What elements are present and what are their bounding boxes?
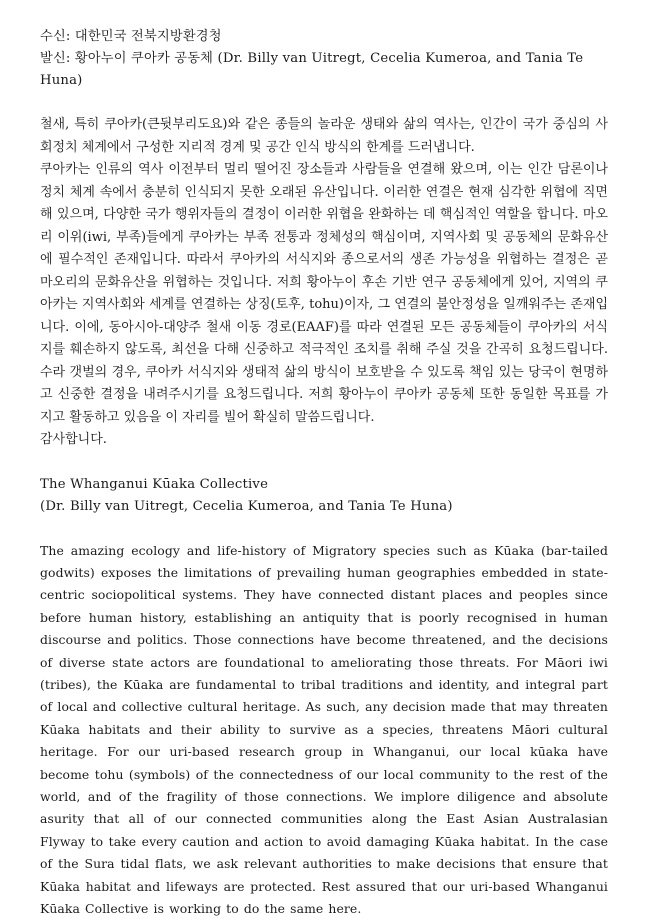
korean-closing: 감사합니다. bbox=[40, 432, 107, 447]
english-body-paragraph: The amazing ecology and life-history of Migratory species such as Kūaka (bar-tailed godwits) exposes the limitations of prevailing human geographies embedded in state-centric sociopolitical systems. They have connected distant places and peoples since before human history, establishing an antiquity that is poorly recognised in human discourse and politics. Those connections have become threatened, and the decisions of diverse state actors are foundational to ameliorating those threats. For Māori iwi (tribes), the Kūaka are fundamental to tribal traditions and identity, and integral part of local and collective cultural heritage. As such, any decision made that may threaten Kūaka habitats and their ability to survive as a species, threatens Māori cultural heritage. For our uri-based research group in Whanganui, our local kūaka have become tohu (symbols) of the connectedness of our local community to the rest of the world, and of the fragility of those connections. We implore diligence and absolute asurity that all of our connected communities along the East Asian Australasian Flyway to take every caution and action to avoid damaging Kūaka habitat. In the case of the Sura tidal flats, we ask relevant authorities to make decisions that ensure that Kūaka habitat and lifeways are protected. Rest assured that our uri-based Whanganui Kūaka Collective is working to do the same here. bbox=[40, 542, 608, 916]
recipient-line: 수신: 대한민국 전북지방환경청 bbox=[40, 29, 222, 44]
english-org-name: The Whanganui Kūaka Collective bbox=[40, 476, 269, 492]
korean-paragraph-1: 철새, 특히 쿠아카(큰뒷부리도요)와 같은 종들의 놀라운 생태와 삶의 역사는, 인간이 국가 중심의 사회정치 체계에서 구성한 지리적 경계 및 공간 인식 방식의 한계를 드러냅니다. bbox=[40, 117, 608, 155]
english-members: (Dr. Billy van Uitregt, Cecelia Kumeroa, and Tania Te Huna) bbox=[40, 498, 453, 514]
korean-paragraph-2: 쿠아카는 인류의 역사 이전부터 멀리 떨어진 장소들과 사람들을 연결해 왔으며, 이는 인간 담론이나 정치 체계 속에서 충분히 인식되지 못한 오래된 유산입니다. 이러한 연결은 현재 심각한 위협에 직면해 있으며, 다양한 국가 행위자들의 결정이 이러한 위협을 완화하는 데 핵심적인 역할을 합니다. 마오리 이위(iwi, 부족)들에게 쿠아카는 부족 전통과 정체성의 핵심이며, 지역사회 및 공동체의 문화유산에 필수적인 존재입니다. 따라서 쿠아카의 서식지와 종으로서의 생존 가능성을 위협하는 결정은 곧 마오리의 문화유산을 위협하는 것입니다. 저희 황아누이 후손 기반 연구 공동체에게 있어, 지역의 쿠아카는 지역사회와 세계를 연결하는 상징(토후, tohu)이자, 그 연결의 불안정성을 일깨워주는 존재입니다. 이에, 동아시아-대양주 철새 이동 경로(EAAF)를 따라 연결된 모든 공동체들이 쿠아카의 서식지를 훼손하지 않도록, 최선을 다해 신중하고 적극적인 조치를 취해 주실 것을 간곡히 요청드립니다. 수라 갯벌의 경우, 쿠아카 서식지와 생태적 삶의 방식이 보호받을 수 있도록 책임 있는 당국이 현명하고 신중한 결정을 내려주시기를 요청드립니다. 저희 황아누이 쿠아카 공동체 또한 동일한 목표를 가지고 활동하고 있음을 이 자리를 빌어 확실히 말씀드립니다. bbox=[40, 162, 608, 425]
sender-line: 발신: 황아누이 쿠아카 공동체 (Dr. Billy van Uitregt, Cecelia Kumeroa, and Tania Te Huna) bbox=[40, 51, 584, 88]
letter-page bbox=[40, 26, 608, 920]
